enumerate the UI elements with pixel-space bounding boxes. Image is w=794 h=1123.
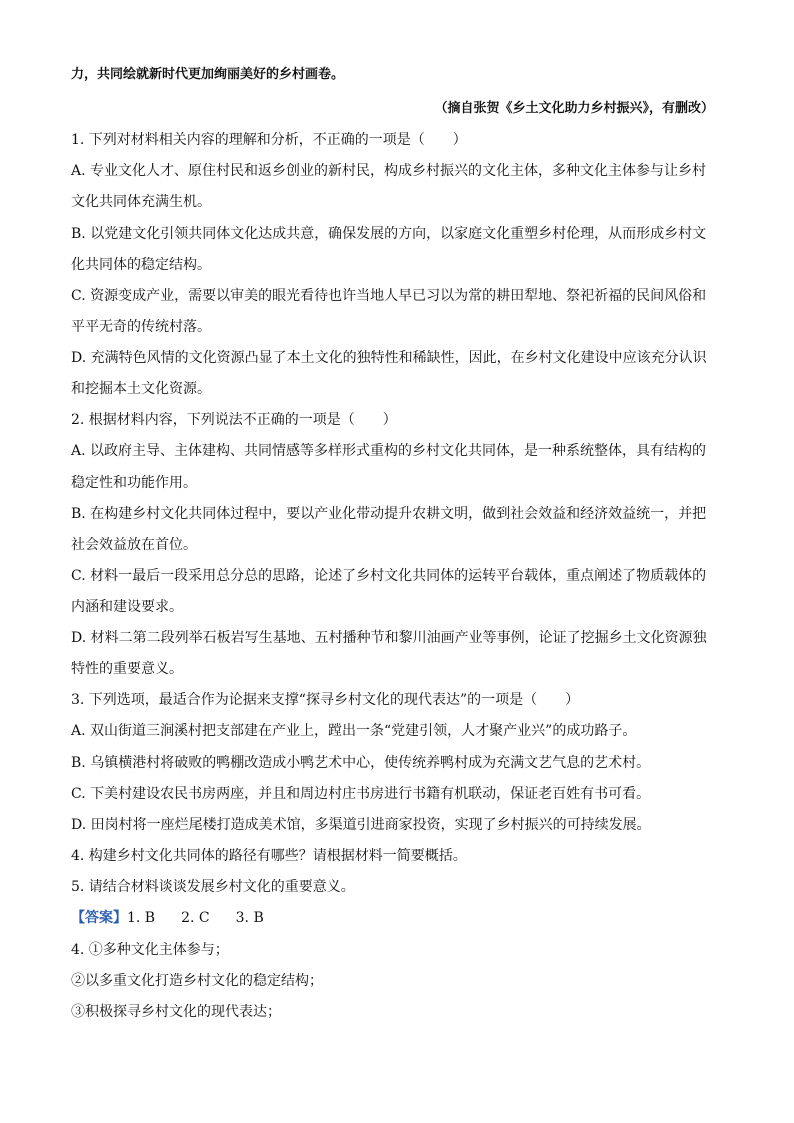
q2-option-b-line-1: B. 在构建乡村文化共同体过程中，要以产业化带动提升农耕文明，做到社会效益和经济效益统一，并把 <box>71 506 707 522</box>
answer-3: 3. B <box>235 910 264 926</box>
q1-option-c-line-1: C. 资源变成产业，需要以审美的眼光看待也许当地人早已习以为常的耕田犁地、祭祀祈福的民间风俗和 <box>71 288 707 304</box>
q1-option-a-line-1: A. 专业文化人才、原住村民和返乡创业的新村民，构成乡村振兴的文化主体，多种文化主体参与让乡村 <box>71 163 707 179</box>
answer-4-point-3: ③积极探寻乡村文化的现代表达； <box>71 1004 281 1020</box>
q1-option-d-line-1: D. 充满特色风情的文化资源凸显了本土文化的独特性和稀缺性，因此，在乡村文化建设中应该充分认识 <box>71 350 707 366</box>
question-2-stem: 2. 根据材料内容，下列说法不正确的一项是（ ） <box>71 412 397 428</box>
question-3-stem: 3. 下列选项，最适合作为论据来支撑“探寻乡村文化的现代表达”的一项是（ ） <box>71 692 580 708</box>
q2-option-a-line-2: 稳定性和功能作用。 <box>71 475 197 491</box>
q1-option-b-line-2: 化共同体的稳定结构。 <box>71 257 211 273</box>
question-5-stem: 5. 请结合材料谈谈发展乡村文化的重要意义。 <box>71 879 355 895</box>
q2-option-b-line-2: 社会效益放在首位。 <box>71 537 197 553</box>
q1-option-b-line-1: B. 以党建文化引领共同体文化达成共意，确保发展的方向，以家庭文化重塑乡村伦理，从而形成乡村文 <box>71 226 707 242</box>
q3-option-d: D. 田岗村将一座烂尾楼打造成美术馆，多渠道引进商家投资，实现了乡村振兴的可持续发展。 <box>71 817 651 833</box>
q2-option-c-line-1: C. 材料一最后一段采用总分总的思路，论述了乡村文化共同体的运转平台载体，重点阐述了物质载体的 <box>71 568 707 584</box>
answer-label: 【答案】 <box>71 910 127 926</box>
q2-option-d-line-1: D. 材料二第二段列举石板岩写生基地、五村播种节和黎川油画产业等事例，论证了挖掘乡土文化资源独 <box>71 630 707 646</box>
passage-last-line: 力，共同绘就新时代更加绚丽美好的乡村画卷。 <box>71 67 345 82</box>
q2-option-c-line-2: 内涵和建设要求。 <box>71 599 183 615</box>
q1-option-c-line-2: 平平无奇的传统村落。 <box>71 319 211 335</box>
q2-option-d-line-2: 特性的重要意义。 <box>71 661 183 677</box>
answer-4-point-1: 4. ①多种文化主体参与； <box>71 942 229 958</box>
answer-2: 2. C <box>181 910 210 926</box>
passage-source: （摘自张贺《乡土文化助力乡村振兴》，有删改） <box>434 101 714 116</box>
answer-4-point-2: ②以多重文化打造乡村文化的稳定结构； <box>71 973 323 989</box>
question-1-stem: 1. 下列对材料相关内容的理解和分析，不正确的一项是（ ） <box>71 132 467 148</box>
q3-option-c: C. 下美村建设农民书房两座，并且和周边村庄书房进行书籍有机联动，保证老百姓有书可看。 <box>71 786 651 802</box>
q3-option-b: B. 乌镇横港村将破败的鸭棚改造成小鸭艺术中心，使传统养鸭村成为充满文艺气息的艺术村。 <box>71 755 651 771</box>
q1-option-a-line-2: 文化共同体充满生机。 <box>71 194 211 210</box>
question-4-stem: 4. 构建乡村文化共同体的路径有哪些？请根据材料一简要概括。 <box>71 848 467 864</box>
q2-option-a-line-1: A. 以政府主导、主体建构、共同情感等多样形式重构的乡村文化共同体，是一种系统整体，具有结构的 <box>71 443 707 459</box>
answer-row <box>71 908 290 928</box>
q3-option-a: A. 双山街道三涧溪村把支部建在产业上，蹚出一条“党建引领，人才聚产业兴”的成功路子。 <box>71 723 637 739</box>
q1-option-d-line-2: 和挖掘本土文化资源。 <box>71 381 211 397</box>
answer-1: 1. B <box>127 910 156 926</box>
